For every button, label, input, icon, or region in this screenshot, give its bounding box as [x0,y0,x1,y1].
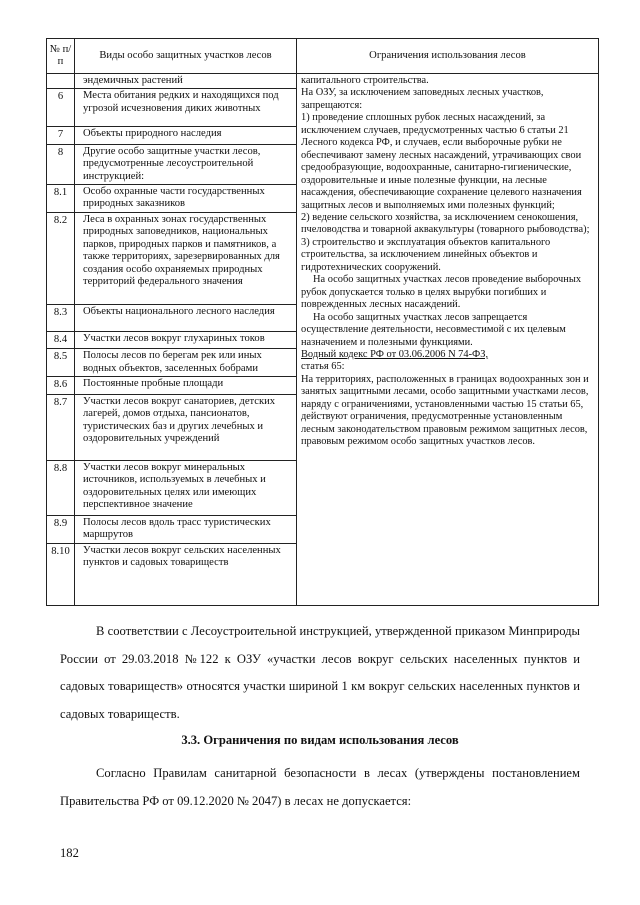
limits-text: На ОЗУ, за исключением заповедных лесных участков, запрещаются: [301,87,544,111]
row-kind: Объекты природного наследия [75,127,297,144]
row-num [47,74,75,89]
row-num: 8.5 [47,349,75,377]
row-num: 8.1 [47,185,75,213]
row-kind: Полосы лесов вдоль трасс туристических маршрутов [75,515,297,543]
row-kind: Участки лесов вокруг сельских населенных пунктов и садовых товариществ [75,543,297,605]
header-kind: Виды особо защитных участков лесов [75,39,297,74]
table-row [47,74,599,89]
row-num: 8.8 [47,460,75,515]
row-kind: Участки лесов вокруг глухариных токов [75,332,297,349]
row-kind: Постоянные пробные площади [75,377,297,394]
page-number: 182 [60,846,79,860]
row-kind: Другие особо защитные участки лесов, предусмотренные лесоустроительной инструкцией: [75,144,297,184]
limits-text: 3) строительство и эксплуатация объектов капитального строительства, за исключением линейных объектов и гидротехнических сооружений. [301,236,551,273]
limits-text: статья 65: [301,361,345,373]
limits-text: капитального строительства. [301,75,429,86]
row-num: 7 [47,127,75,144]
row-kind: Особо охранные части государственных природных заказников [75,185,297,213]
water-code-reference: Водный кодекс РФ от 03.06.2006 N 74-ФЗ, [301,348,489,360]
row-num: 8.9 [47,515,75,543]
row-kind: эндемичных растений [75,74,297,89]
section-heading: 3.3. Ограничения по видам использования лесов [181,733,459,747]
header-limits: Ограничения использования лесов [297,39,599,74]
row-kind: Леса в охранных зонах государственных природных заповедников, национальных парков, природных парков и памятников, а также территориях, зарезервированных для создания особо охраняемых природных территорий федерального значения [75,213,297,305]
row-kind: Полосы лесов по берегам рек или иных водных объектов, заселенных бобрами [75,349,297,377]
limits-text: На территориях, расположенных в границах водоохранных зон и занятых защитными лесами, особо защитными участками лесов, наряду с ограничениями, установленными частью 15 статьи 65, действуют ограничения, предусмотренные установленным лесным законодательством правовым режимом защитных лесов, правовым режимом особо защитных участков лесов. [301,373,589,448]
restrictions-table [46,38,599,606]
row-num: 8.2 [47,213,75,305]
limits-text: На особо защитных участках лесов запрещается осуществление деятельности, несовместимой с их целевым назначением и полезными функциями. [301,311,566,348]
limits-text: На особо защитных участках лесов проведение выборочных рубок допускается только в целях вырубки погибших и поврежденных лесных насаждений. [301,274,582,311]
row-num: 8.10 [47,543,75,605]
row-num: 8.6 [47,377,75,394]
body-paragraph-1: В соответствии с Лесоустроительной инструкцией, утвержденной приказом Минприроды России от 29.03.2018 №122 к ОЗУ «участки лесов вокруг сельских населенных пунктов и садовых товариществ» относятся участки шириной 1 км вокруг сельских населенных пунктов и садовых товариществ. [60,624,580,721]
row-num: 8.4 [47,332,75,349]
row-kind: Участки лесов вокруг минеральных источников, используемых в лечебных и оздоровительных целях или имеющих перспективное значение [75,460,297,515]
row-kind: Участки лесов вокруг санаториев, детских лагерей, домов отдыха, пансионатов, туристических баз и других лечебных и оздоровительных учреждений [75,394,297,460]
row-kind: Места обитания редких и находящихся под угрозой исчезновения диких животных [75,89,297,127]
table-header-row [47,39,599,74]
limits-text: 1) проведение сплошных рубок лесных насаждений, за исключением случаев, предусмотренных частью 6 статьи 21 Лесного кодекса РФ, и случаев, если выборочные рубки не обеспечивают замену лесных насаждений, утрачивающих свои средообразующие, водоохранные, санитарно-гигиенические, оздоровительные и иные полезные функции, на лесные насаждения, обеспечивающие сохранение целевого назначения защитных лесов и выполняемых ими полезных функций; [301,112,582,211]
row-num: 8 [47,144,75,184]
header-num: № п/п [47,39,75,74]
row-num: 8.3 [47,305,75,332]
row-num: 6 [47,89,75,127]
limits-text: 2) ведение сельского хозяйства, за исключением сенокошения, пчеловодства и товарной аквакультуры (товарного рыбоводства); [301,211,590,236]
row-num: 8.7 [47,394,75,460]
row-kind: Объекты национального лесного наследия [75,305,297,332]
body-paragraph-2: Согласно Правилам санитарной безопасности в лесах (утверждены постановлением Правительства РФ от 09.12.2020 № 2047) в лесах не допускается: [60,766,580,808]
limits-cell [297,74,599,606]
